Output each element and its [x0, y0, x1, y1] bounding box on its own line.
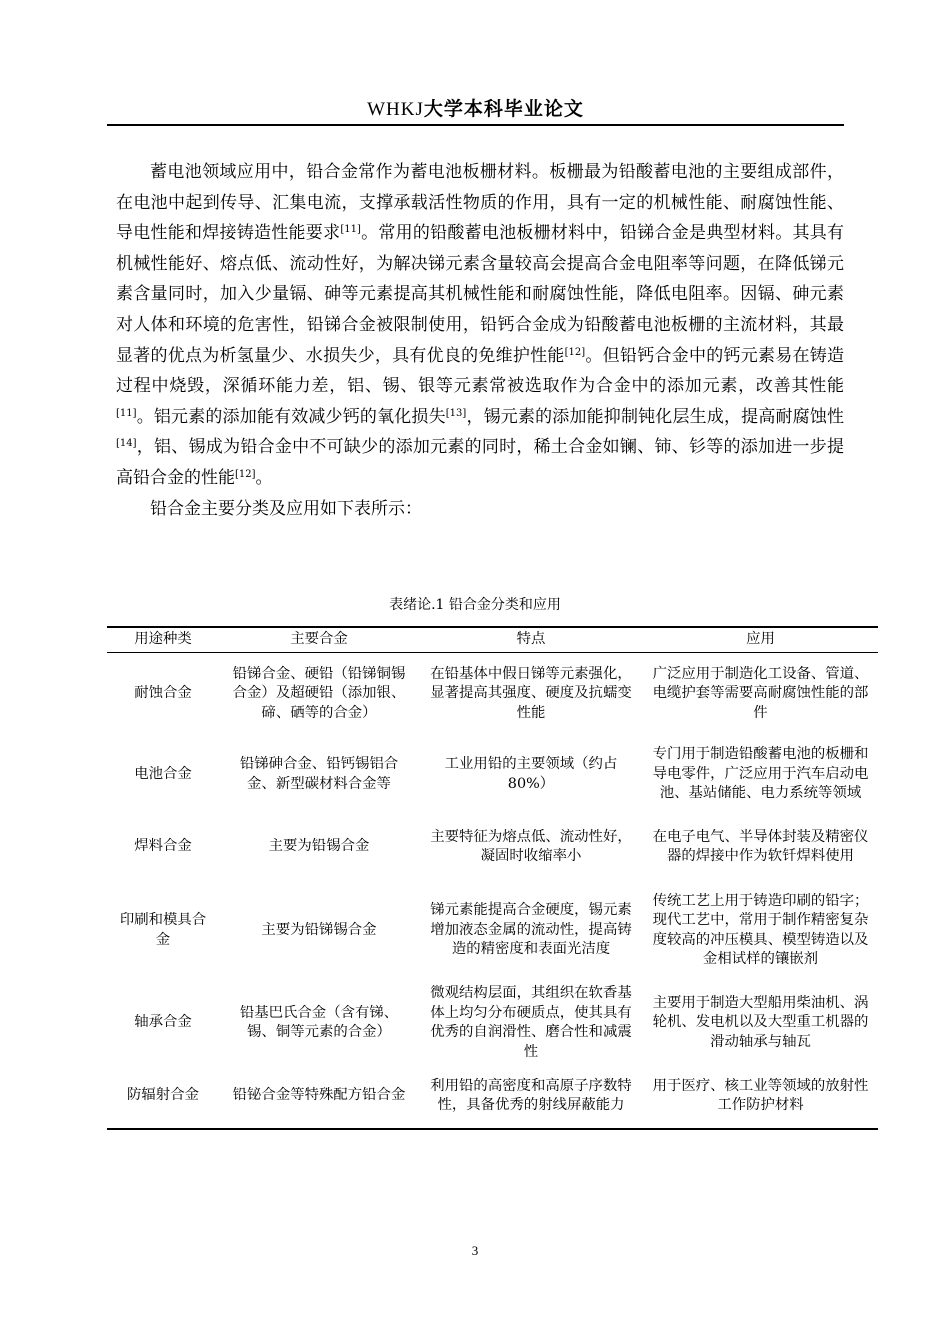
table-cell: 主要特征为熔点低、流动性好，凝固时收缩率小 [430, 828, 632, 864]
text-segment: ，锡元素的添加能抑制钝化层生成，提高耐腐蚀性 [466, 406, 845, 427]
page-number: 3 [471, 1243, 479, 1258]
table-row [107, 982, 878, 1065]
table-cell: 在电子电气、半导体封装及精密仪器的焊接中作为软钎焊料使用 [652, 828, 869, 864]
table-cell: 电池合金 [134, 765, 192, 782]
text-segment: 。 [255, 467, 273, 488]
table-cell: 利用铅的高密度和高原子序数特性，具备优秀的射线屏蔽能力 [419, 1065, 643, 1129]
citation: [14] [116, 438, 137, 450]
table-cell: 主要为铅锡合金 [268, 838, 370, 855]
table-cell: 轴承合金 [134, 1014, 192, 1031]
alloy-table [107, 626, 878, 1130]
column-header: 主要合金 [219, 627, 419, 653]
text-segment: 。常用的铅酸蓄电池板栅材料中，铅锑合金是典型材料。其具有机械性能好、熔点低、流动性好，为解决锑元素含量较高会提高合金电阻率等问题，在降低锑元素含量同时，加入少量镉、砷等元素提高其机械性能和耐腐蚀性能，降低电阻率。因镉、砷元素对人体和环境的危害性，铅锑合金被限制使用，铅钙合金成为铅酸蓄电池板栅的主流材料，其最显著的优点为析氢量少、水损失少，具有优良的免维护性能 [116, 223, 845, 366]
citation: [12] [564, 346, 586, 358]
table-cell: 用于医疗、核工业等领域的放射性工作防护材料 [643, 1065, 878, 1129]
citation: [11] [116, 407, 137, 419]
table-cell: 主要用于制造大型船用柴油机、涡轮机、发电机以及大型重工机器的滑动轴承与轴瓦 [652, 994, 869, 1050]
body-text [116, 157, 844, 524]
table-cell: 印刷和模具合金 [119, 912, 207, 948]
table-header-row [107, 627, 878, 653]
table-cell: 微观结构层面，其组织在软香基体上均匀分布硬质点，使其具有优秀的自润滑性、磨合性和减震性 [430, 985, 632, 1060]
table-row [107, 653, 878, 735]
citation: [13] [445, 407, 467, 419]
table-row [107, 815, 878, 880]
table-cell: 铅锑砷合金、铅钙锡铝合金、新型碳材料合金等 [239, 756, 399, 792]
paragraph-intro [116, 157, 844, 494]
citation: [11] [340, 224, 361, 236]
table-cell: 防辐射合金 [107, 1065, 219, 1129]
table-cell: 焊料合金 [134, 838, 192, 855]
page-header [107, 96, 844, 126]
table-row [107, 1065, 878, 1129]
citation: [12] [235, 468, 256, 480]
table-cell: 工业用铅的主要领域（约占80%） [444, 756, 618, 792]
text-segment: 。铝元素的添加能有效减少钙的氧化损失 [136, 406, 446, 427]
paragraph-table-intro: 铅合金主要分类及应用如下表所示： [150, 498, 422, 519]
table-cell: 在铅基体中假日锑等元素强化，显著提高其强度、硬度及抗蠕变性能 [430, 665, 632, 721]
text-segment: 蓄电池领域应用中，铅合金常作为蓄电池板栅材料。板栅最为铅酸蓄电池的主要组成部件，在电池中起到传导、汇集电流，支撑承载活性物质的作用，具有一定的机械性能、耐腐蚀性能、导电性能和焊接铸造性能要求 [116, 162, 844, 244]
column-header: 特点 [419, 627, 643, 653]
table-row [107, 880, 878, 982]
column-header: 用途种类 [107, 627, 219, 653]
table-row [107, 735, 878, 815]
table-cell: 耐蚀合金 [134, 685, 192, 701]
text-segment: 。但铅钙合金中的钙元素易在铸造过程中烧毁，深循环能力差，铝、锡、银等元素常被选取作为合金中的添加元素，改善其性能 [116, 345, 845, 397]
table-cell: 专门用于制造铅酸蓄电池的板栅和导电零件，广泛应用于汽车启动电池、基站储能、电力系统等领域 [652, 746, 869, 802]
table-caption: 表绪论.1 铅合金分类和应用 [389, 597, 561, 613]
table-cell: 铅基巴氏合金（含有锑、锡、铜等元素的合金） [239, 1004, 399, 1040]
text-segment: ，铝、锡成为铅合金中不可缺少的添加元素的同时，稀土合金如镧、铈、钐等的添加进一步提高铅合金的性能 [116, 437, 844, 488]
column-header: 应用 [643, 627, 878, 653]
table-cell: 铅锑合金、硬铅（铅锑铜锡合金）及超硬铅（添加银、碲、硒等的合金） [232, 665, 406, 721]
table-cell: 铅铋合金等特殊配方铅合金 [219, 1065, 419, 1129]
header-title-cn: 大学本科毕业论文 [423, 98, 584, 120]
table-cell: 广泛应用于制造化工设备、管道、电缆护套等需要高耐腐蚀性能的部件 [652, 665, 869, 721]
table-cell: 主要为铅锑锡合金 [261, 921, 377, 938]
table-cell: 传统工艺上用于铸造印刷的铅字；现代工艺中，常用于制作精密复杂度较高的冲压模具、模型铸造以及金相试样的镶嵌剂 [652, 892, 869, 967]
header-title [367, 98, 584, 120]
header-title-latin: WHKJ [367, 99, 424, 120]
table-cell: 锑元素能提高合金硬度，锡元素增加液态金属的流动性，提高铸造的精密度和表面光洁度 [430, 902, 632, 958]
